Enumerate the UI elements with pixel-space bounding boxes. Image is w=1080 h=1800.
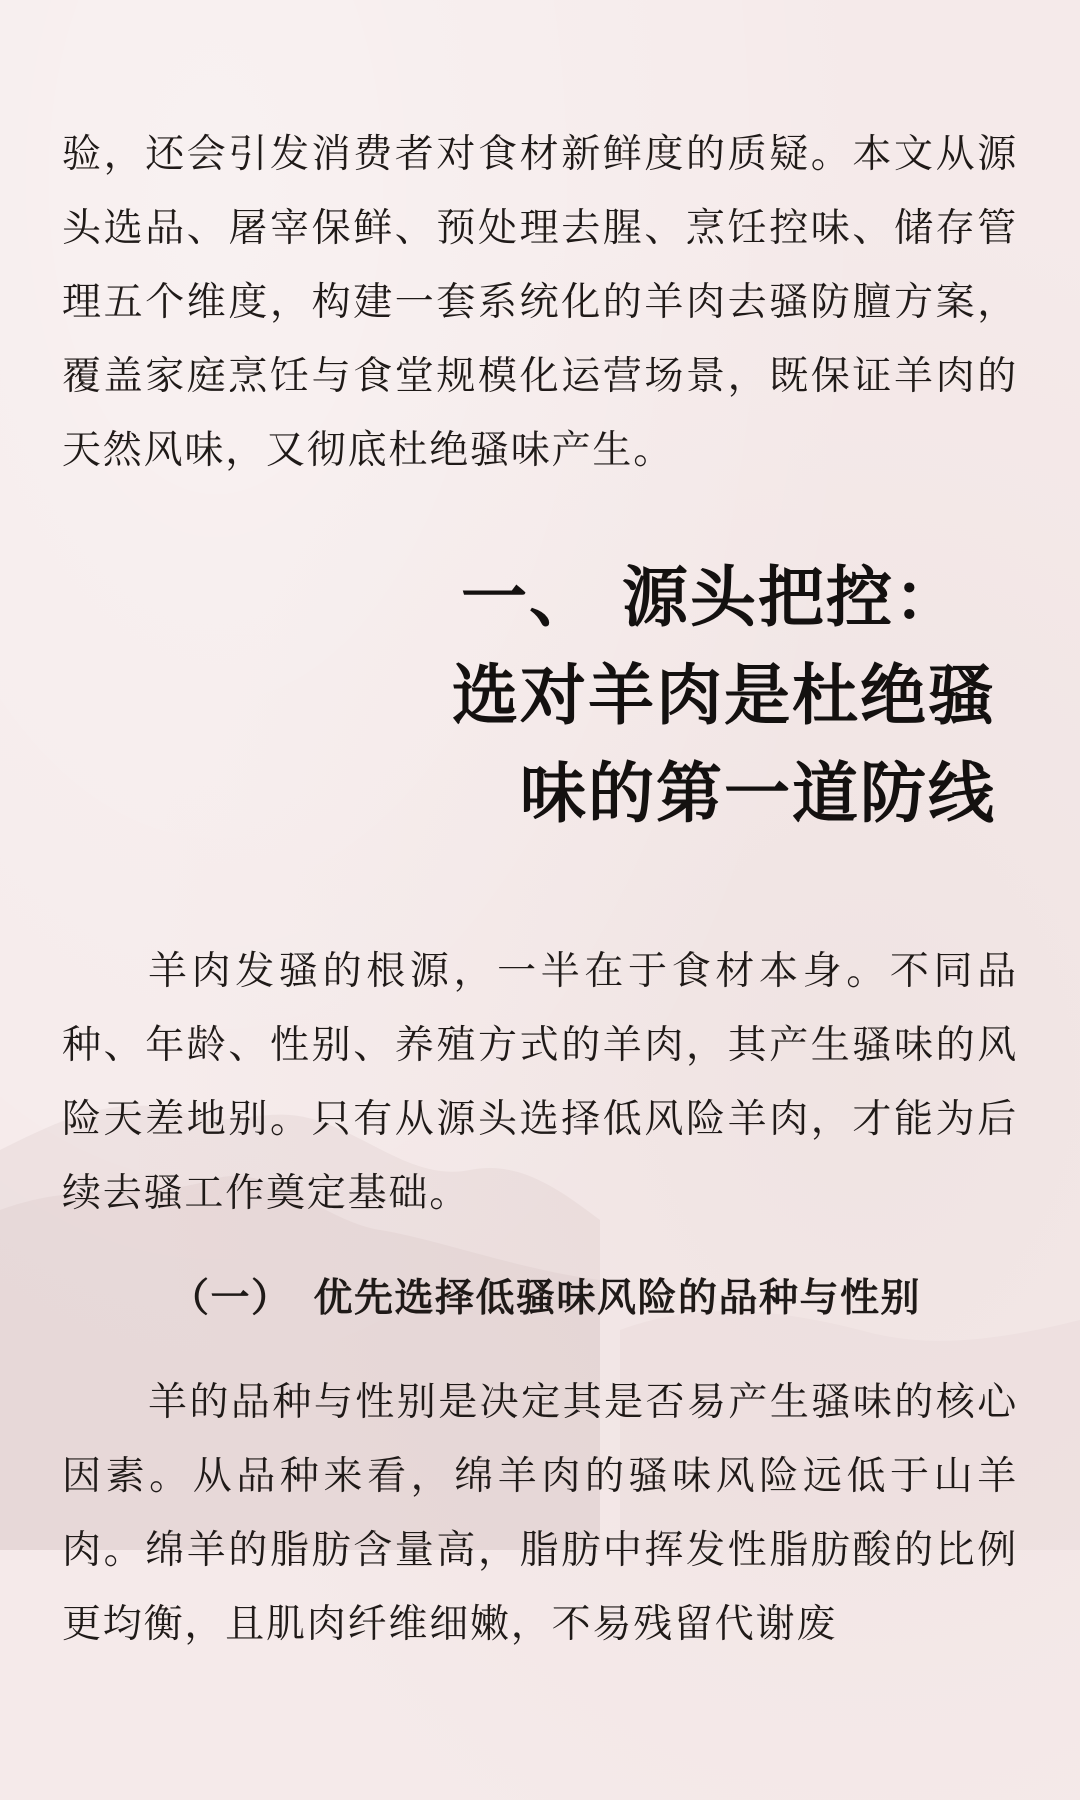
- section-heading: [376, 548, 996, 842]
- subsection-number: （一）: [170, 1275, 292, 1321]
- section-paragraph: 羊肉发骚的根源，一半在于食材本身。不同品种、年龄、性别、养殖方式的羊肉，其产生骚味的风险天差地别。只有从源头选择低风险羊肉，才能为后续去骚工作奠定基础。: [62, 949, 1018, 1216]
- section-heading-line-2: 选对羊肉是杜绝骚: [452, 656, 996, 734]
- subsection-title: 优先选择低骚味风险的品种与性别: [313, 1275, 922, 1321]
- intro-paragraph: 验，还会引发消费者对食材新鲜度的质疑。本文从源头选品、屠宰保鲜、预处理去腥、烹饪控味、储存管理五个维度，构建一套系统化的羊肉去骚防膻方案，覆盖家庭烹饪与食堂规模化运营场景，既保证羊肉的天然风味，又彻底杜绝骚味产生。: [62, 132, 1018, 473]
- section-heading-line-1: 一、 源头把控：: [461, 558, 962, 636]
- subsection-paragraph: 羊的品种与性别是决定其是否易产生骚味的核心因素。从品种来看，绵羊肉的骚味风险远低于山羊肉。绵羊的脂肪含量高，脂肪中挥发性脂肪酸的比例更均衡，且肌肉纤维细嫩，不易残留代谢废: [62, 1380, 1018, 1647]
- section-heading-line-3: 味的第一道防线: [520, 754, 996, 832]
- subsection-heading: [170, 1268, 990, 1328]
